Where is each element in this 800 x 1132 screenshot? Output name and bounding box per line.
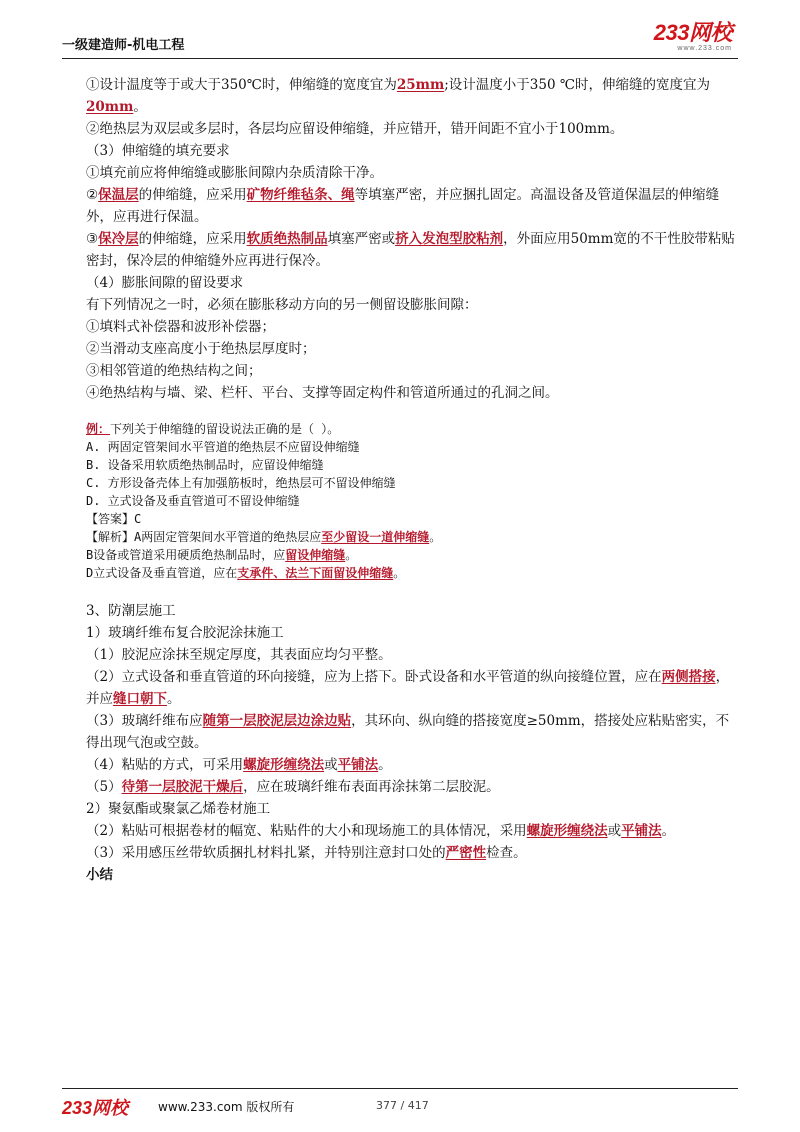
highlight: 软质绝热制品	[246, 231, 328, 247]
section-title: 3、防潮层施工	[86, 603, 176, 619]
highlight: 待第一层胶泥干燥后	[121, 779, 244, 795]
subheading: （4）膨胀间隙的留设要求	[86, 275, 244, 291]
highlight: 随第一层胶泥层边涂边贴	[202, 713, 352, 729]
highlight: 支承件、法兰下面留设伸缩缝	[237, 566, 394, 580]
explanation	[86, 528, 736, 546]
paragraph	[86, 184, 736, 228]
text: （5）	[86, 779, 122, 795]
highlight: 螺旋形缠绕法	[243, 757, 325, 773]
text: ;设计温度小于350 ℃时，伸缩缝的宽度宜为	[444, 77, 710, 93]
page-footer	[62, 1094, 738, 1118]
text: ③	[86, 231, 99, 247]
text: 。	[661, 823, 676, 839]
paragraph	[86, 666, 736, 710]
paragraph: 有下列情况之一时，必须在膨胀移动方向的另一侧留设膨胀间隙：	[86, 297, 478, 313]
text: 。	[133, 99, 147, 115]
highlight: 螺旋形缠绕法	[526, 823, 608, 839]
text: ，并应	[86, 669, 730, 707]
subheading: （3）伸缩缝的填充要求	[86, 143, 230, 159]
text: 。	[378, 757, 392, 773]
list-item: ①填料式补偿器和波形补偿器；	[86, 319, 275, 335]
text: 检查。	[486, 845, 527, 861]
text: （2）立式设备和垂直管道的环向接缝，应为上搭下。卧式设备和水平管道的纵向接缝位置，应在	[86, 669, 662, 685]
text: 。	[429, 530, 442, 544]
option-d: D. 立式设备及垂直管道可不留设伸缩缝	[86, 494, 300, 508]
explanation	[86, 546, 736, 564]
section-moisture-barrier	[86, 600, 736, 886]
paragraph	[86, 74, 736, 118]
text: ，其环向、纵向缝的搭接宽度≥50mm，搭接处应粘贴密实，不得出现气泡或空鼓。	[86, 713, 730, 751]
option-c: C. 方形设备壳体上有加强筋板时，绝热层可不留设伸缩缝	[86, 476, 396, 490]
header-divider	[62, 58, 738, 59]
copyright-text: www.233.com 版权所有	[158, 1100, 295, 1114]
summary-heading: 小结	[86, 867, 113, 883]
text: ②	[86, 187, 99, 203]
answer: 【答案】C	[86, 512, 142, 526]
explanation	[86, 564, 736, 582]
text: 下列关于伸缩缝的留设说法正确的是（ ）。	[110, 422, 340, 436]
paragraph	[86, 228, 736, 272]
paragraph	[86, 820, 736, 842]
logo-text: 233网校	[653, 20, 732, 45]
text: 。	[345, 548, 358, 562]
highlight: 平铺法	[621, 823, 662, 839]
page-number: 377 / 417	[376, 1099, 429, 1112]
footer-divider	[62, 1088, 738, 1089]
paragraph: ②绝热层为双层或多层时，各层均应留设伸缩缝，并应错开，错开间距不宜小于100mm。	[86, 121, 624, 137]
text: 填塞严密或	[327, 231, 396, 247]
paragraph	[86, 842, 736, 864]
list-item: ④绝热结构与墙、梁、栏杆、平台、支撑等固定构件和管道所通过的孔洞之间。	[86, 385, 559, 401]
text: 等填塞严密，并应捆扎固定。高温设备及管道保温层的伸缩缝外，应再进行保温。	[86, 187, 720, 225]
highlight: 挤入发泡型胶粘剂	[395, 231, 504, 247]
highlight: 缝口朝下	[113, 691, 167, 707]
example-question	[86, 420, 736, 438]
highlight: 25mm	[396, 77, 445, 93]
text: 或	[324, 757, 338, 773]
text: 的伸缩缝，应采用	[138, 187, 247, 203]
highlight: 严密性	[445, 845, 487, 861]
highlight: 保温层	[98, 187, 139, 203]
text: ，应在玻璃纤维布表面再涂抹第二层胶泥。	[243, 779, 500, 795]
option-b: B. 设备采用软质绝热制品时，应留设伸缩缝	[86, 458, 324, 472]
example-block	[86, 420, 736, 582]
page-content	[86, 74, 736, 886]
paragraph: ①填充前应将伸缩缝或膨胀间隙内杂质清除干净。	[86, 165, 383, 181]
subheading: 1）玻璃纤维布复合胶泥涂抹施工	[86, 625, 284, 641]
example-label: 例：	[86, 422, 111, 436]
text: 【解析】A两固定管架间水平管道的绝热层应	[86, 530, 322, 544]
paragraph: （1）胶泥应涂抹至规定厚度，其表面应均匀平整。	[86, 647, 392, 663]
document-title: 一级建造师-机电工程	[62, 38, 185, 53]
text: 。	[167, 691, 181, 707]
list-item: ②当滑动支座高度小于绝热层厚度时；	[86, 341, 316, 357]
text: 或	[607, 823, 622, 839]
text: D立式设备及垂直管道，应在	[86, 566, 238, 580]
list-item: ③相邻管道的绝热结构之间；	[86, 363, 262, 379]
paragraph	[86, 710, 736, 754]
text: （4）粘贴的方式，可采用	[86, 757, 244, 773]
text: （3）采用感压丝带软质捆扎材料扎紧，并特别注意封口处的	[86, 845, 446, 861]
text: ①设计温度等于或大于350℃时，伸缩缝的宽度宜为	[86, 77, 397, 93]
text: B设备或管道采用硬质绝热制品时，应	[86, 548, 286, 562]
text: ，外面应用50mm宽的不干性胶带粘贴密封，保冷层的伸缩缝外应再进行保冷。	[86, 231, 735, 269]
highlight: 20mm	[86, 99, 134, 115]
highlight: 两侧搭接	[661, 669, 716, 685]
paragraph	[86, 754, 736, 776]
text: （2）粘贴可根据卷材的幅宽、粘贴件的大小和现场施工的具体情况，采用	[86, 823, 527, 839]
highlight: 至少留设一道伸缩缝	[321, 530, 430, 544]
text: 。	[393, 566, 406, 580]
text: （3）玻璃纤维布应	[86, 713, 203, 729]
brand-logo	[654, 22, 732, 53]
paragraph	[86, 776, 736, 798]
option-a: A. 两固定管架间水平管道的绝热层不应留设伸缩缝	[86, 440, 360, 454]
subheading: 2）聚氨酯或聚氯乙烯卷材施工	[86, 801, 271, 817]
text: 的伸缩缝，应采用	[138, 231, 247, 247]
highlight: 保冷层	[98, 231, 139, 247]
highlight: 留设伸缩缝	[285, 548, 346, 562]
page-header	[62, 22, 738, 58]
highlight: 平铺法	[337, 757, 379, 773]
logo-url: www.233.com	[677, 45, 732, 52]
footer-logo: 233网校	[62, 1098, 129, 1118]
highlight: 矿物纤维毡条、绳	[246, 187, 355, 203]
